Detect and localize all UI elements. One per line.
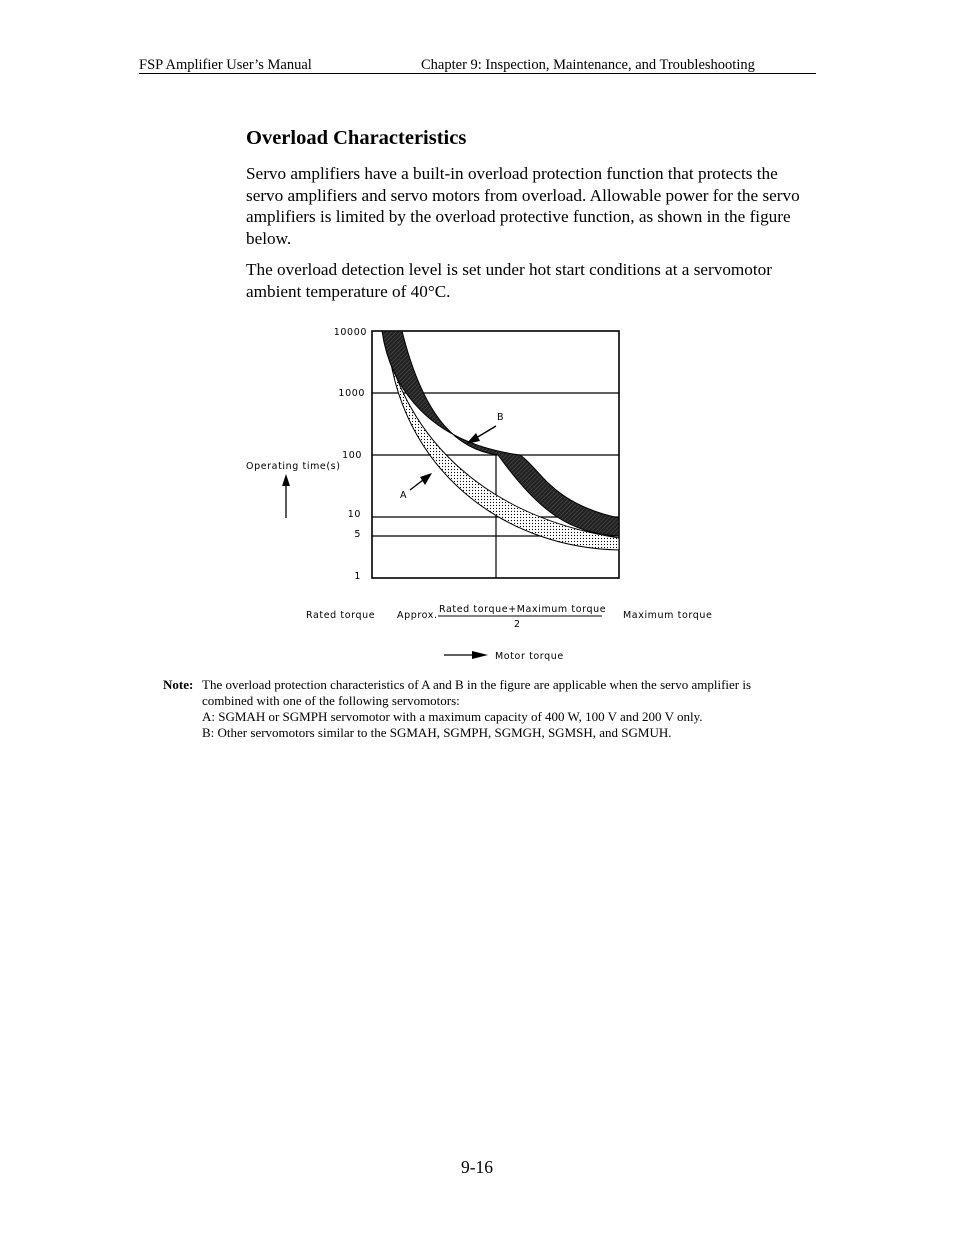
x-label-fraction-denominator: 2 xyxy=(514,619,521,630)
note-line-2: combined with one of the following servomotors: xyxy=(202,693,460,708)
y-tick-1: 1 xyxy=(354,571,361,582)
header-manual-title: FSP Amplifier User’s Manual xyxy=(139,57,312,73)
note-body xyxy=(202,677,812,741)
curve-a-label: A xyxy=(400,490,408,501)
note-label: Note: xyxy=(163,677,194,692)
x-label-rated-torque: Rated torque xyxy=(306,610,376,621)
body-paragraph-2: The overload detection level is set under hot start conditions at a servomotor ambient temperature of 40°C. xyxy=(246,260,772,301)
curve-a-arrowhead-icon xyxy=(420,473,432,485)
y-axis-label: Operating time(s) xyxy=(246,461,341,472)
section-title: Overload Characteristics xyxy=(246,127,467,149)
overload-figure xyxy=(240,318,730,673)
note-line-3: A: SGMAH or SGMPH servomotor with a maximum capacity of 400 W, 100 V and 200 V only. xyxy=(202,709,703,724)
overload-diagram xyxy=(240,318,730,668)
y-axis-arrowhead-icon xyxy=(282,474,290,486)
y-tick-1000: 1000 xyxy=(338,388,365,399)
y-tick-10: 10 xyxy=(347,509,361,520)
y-tick-10000: 10000 xyxy=(333,327,367,338)
y-tick-100: 100 xyxy=(342,450,362,461)
body-paragraph-1: Servo amplifiers have a built-in overload protection function that protects the servo amplifiers and servo motors from overload. Allowable power for the servo amplifiers is limited by the overload protective function, as shown in the figure below. xyxy=(246,164,800,248)
curve-b-label: B xyxy=(497,412,505,423)
note-line-4: B: Other servomotors similar to the SGMAH, SGMPH, SGMGH, SGMSH, and SGMUH. xyxy=(202,725,672,740)
curve-b-arrowhead-icon xyxy=(466,433,480,444)
x-label-maximum-torque: Maximum torque xyxy=(623,610,713,621)
curve-a-pointer xyxy=(410,480,423,490)
x-label-approx: Approx. xyxy=(397,610,438,621)
header-rule xyxy=(139,73,816,74)
curve-b-pointer xyxy=(476,426,496,438)
y-tick-5: 5 xyxy=(354,529,361,540)
x-axis-label: Motor torque xyxy=(495,651,564,662)
x-axis-arrowhead-icon xyxy=(472,651,488,659)
x-label-fraction-numerator: Rated torque+Maximum torque xyxy=(439,604,607,615)
note-line-1: The overload protection characteristics of A and B in the figure are applicable when the servo amplifier is xyxy=(202,677,752,692)
header-chapter-title: Chapter 9: Inspection, Maintenance, and Troubleshooting xyxy=(421,57,755,73)
page-number: 9-16 xyxy=(460,1157,494,1177)
